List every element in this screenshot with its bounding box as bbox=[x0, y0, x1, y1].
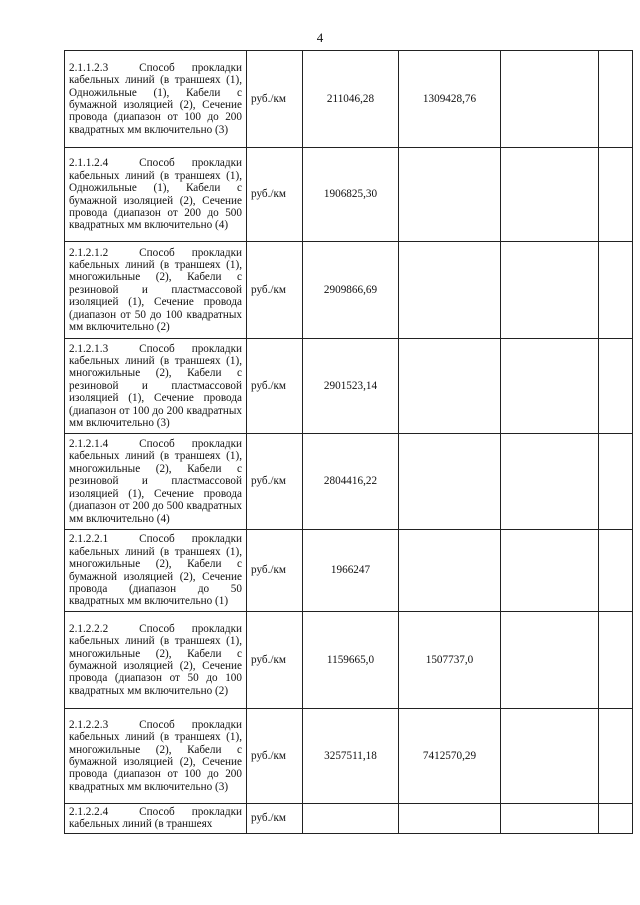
table-row bbox=[65, 51, 633, 148]
row-code: 2.1.2.2.2 bbox=[69, 622, 109, 635]
extra-cell bbox=[599, 530, 633, 612]
table-row bbox=[65, 242, 633, 339]
row-code: 2.1.2.2.1 bbox=[69, 533, 109, 546]
description-cell bbox=[65, 51, 247, 148]
table-row bbox=[65, 709, 633, 804]
value1-cell: 2804416,22 bbox=[303, 434, 399, 530]
value2-cell: 1309428,76 bbox=[399, 51, 501, 148]
value3-cell bbox=[501, 530, 599, 612]
unit-cell: руб./км bbox=[247, 148, 303, 242]
description-cell bbox=[65, 148, 247, 242]
description-cell bbox=[65, 242, 247, 339]
row-description: Способ прокладки кабельных линий (в траншеях (1), Одножильные (1), Кабели с бумажной изоляцией (2), Сечение провода (диапазон от 100 до 200 квадратных мм включительно (3) bbox=[69, 61, 242, 136]
value1-cell: 2901523,14 bbox=[303, 339, 399, 434]
row-description: Способ прокладки кабельных линий (в траншеях (1), многожильные (2), Кабели с бумажной изоляцией (2), Сечение провода (диапазон от 50 до 100 квадратных мм включительно (2) bbox=[69, 622, 242, 697]
value2-cell: 1507737,0 bbox=[399, 612, 501, 709]
table-row bbox=[65, 148, 633, 242]
unit-cell: руб./км bbox=[247, 339, 303, 434]
value2-cell bbox=[399, 148, 501, 242]
extra-cell bbox=[599, 804, 633, 834]
value2-cell bbox=[399, 242, 501, 339]
value3-cell bbox=[501, 804, 599, 834]
unit-cell: руб./км bbox=[247, 242, 303, 339]
value3-cell bbox=[501, 434, 599, 530]
unit-cell: руб./км bbox=[247, 51, 303, 148]
row-description: Способ прокладки кабельных линий (в траншеях (1), Одножильные (1), Кабели с бумажной изоляцией (2), Сечение провода (диапазон от 200 до 500 квадратных мм включительно (4) bbox=[69, 157, 242, 232]
row-description: Способ прокладки кабельных линий (в траншеях (1), многожильные (2), Кабели с резиновой и пластмассовой изоляцией (1), Сечение провода (диапазон от 200 до 500 квадратных мм включительно (4) bbox=[69, 438, 242, 525]
table-row bbox=[65, 530, 633, 612]
value3-cell bbox=[501, 612, 599, 709]
tariff-table-body bbox=[65, 51, 633, 834]
row-code: 2.1.2.1.2 bbox=[69, 246, 109, 259]
description-cell bbox=[65, 434, 247, 530]
unit-cell: руб./км bbox=[247, 612, 303, 709]
value2-cell bbox=[399, 339, 501, 434]
unit-cell: руб./км bbox=[247, 804, 303, 834]
value1-cell: 1906825,30 bbox=[303, 148, 399, 242]
table-row bbox=[65, 804, 633, 834]
row-code: 2.1.1.2.4 bbox=[69, 157, 109, 170]
value3-cell bbox=[501, 339, 599, 434]
table-row bbox=[65, 434, 633, 530]
value2-cell bbox=[399, 434, 501, 530]
value1-cell: 211046,28 bbox=[303, 51, 399, 148]
extra-cell bbox=[599, 709, 633, 804]
value1-cell: 2909866,69 bbox=[303, 242, 399, 339]
unit-cell: руб./км bbox=[247, 434, 303, 530]
value2-cell bbox=[399, 530, 501, 612]
value1-cell: 1966247 bbox=[303, 530, 399, 612]
page-number: 4 bbox=[316, 30, 324, 45]
description-cell bbox=[65, 709, 247, 804]
row-description: Способ прокладки кабельных линий (в траншеях (1), многожильные (2), Кабели с бумажной изоляцией (2), Сечение провода (диапазон от 100 до 200 квадратных мм включительно (3) bbox=[69, 718, 242, 793]
extra-cell bbox=[599, 612, 633, 709]
extra-cell bbox=[599, 51, 633, 148]
table-row bbox=[65, 339, 633, 434]
row-code: 2.1.2.1.3 bbox=[69, 342, 109, 355]
value3-cell bbox=[501, 242, 599, 339]
row-code: 2.1.2.2.3 bbox=[69, 718, 109, 731]
extra-cell bbox=[599, 242, 633, 339]
description-cell bbox=[65, 339, 247, 434]
value2-cell bbox=[399, 804, 501, 834]
extra-cell bbox=[599, 148, 633, 242]
value3-cell bbox=[501, 709, 599, 804]
unit-cell: руб./км bbox=[247, 709, 303, 804]
row-description: Способ прокладки кабельных линий (в траншеях bbox=[69, 806, 242, 831]
row-description: Способ прокладки кабельных линий (в траншеях (1), многожильные (2), Кабели с бумажной изоляцией (2), Сечение провода (диапазон до 50 квадратных мм включительно (1) bbox=[69, 533, 242, 608]
row-code: 2.1.1.2.3 bbox=[69, 61, 109, 74]
description-cell bbox=[65, 612, 247, 709]
tariff-table bbox=[64, 50, 633, 834]
extra-cell bbox=[599, 339, 633, 434]
value1-cell: 1159665,0 bbox=[303, 612, 399, 709]
description-cell bbox=[65, 804, 247, 834]
row-description: Способ прокладки кабельных линий (в траншеях (1), многожильные (2), Кабели с резиновой и пластмассовой изоляцией (1), Сечение провода (диапазон от 100 до 200 квадратных мм включительно (3) bbox=[69, 342, 242, 430]
unit-cell: руб./км bbox=[247, 530, 303, 612]
row-code: 2.1.2.1.4 bbox=[69, 438, 109, 451]
value3-cell bbox=[501, 51, 599, 148]
value1-cell: 3257511,18 bbox=[303, 709, 399, 804]
table-row bbox=[65, 612, 633, 709]
value3-cell bbox=[501, 148, 599, 242]
value1-cell bbox=[303, 804, 399, 834]
value2-cell: 7412570,29 bbox=[399, 709, 501, 804]
row-description: Способ прокладки кабельных линий (в траншеях (1), многожильные (2), Кабели с резиновой и пластмассовой изоляцией (1), Сечение провода (диапазон от 50 до 100 квадратных мм включительно (2) bbox=[69, 246, 242, 334]
row-code: 2.1.2.2.4 bbox=[69, 806, 109, 818]
extra-cell bbox=[599, 434, 633, 530]
description-cell bbox=[65, 530, 247, 612]
